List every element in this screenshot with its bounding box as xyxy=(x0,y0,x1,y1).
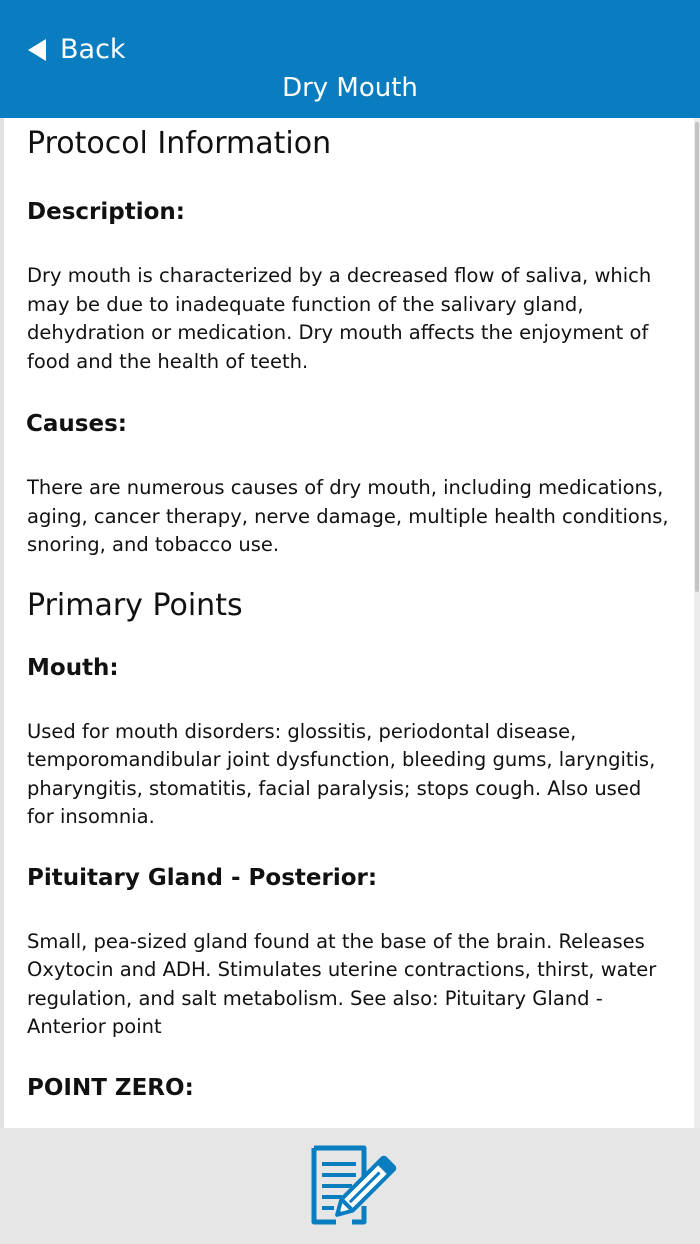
causes-text: There are numerous causes of dry mouth, including medications, aging, cancer therapy, nerve damage, multiple health conditions, snoring, and tobacco use. xyxy=(27,476,669,556)
point-text-pituitary-posterior: Small, pea-sized gland found at the base of the brain. Releases Oxytocin and ADH. Stimulates uterine contractions, thirst, water regulation, and salt metabolism. See also: Pituitary Gland - Anterior point xyxy=(27,929,657,1038)
back-label: Back xyxy=(60,34,126,65)
point-label-pituitary-posterior: Pituitary Gland - Posterior: xyxy=(27,864,378,891)
left-edge xyxy=(0,118,4,1128)
notes-edit-icon xyxy=(308,1144,392,1228)
point-text-mouth: Used for mouth disorders: glossitis, periodontal disease, temporomandibular joint dysfunction, bleeding gums, laryngitis, pharyngitis, stomatitis, facial paralysis; stops cough. Also used for insomnia. xyxy=(27,719,656,828)
bottom-toolbar xyxy=(0,1128,700,1244)
causes-label: Causes: xyxy=(26,411,127,437)
description-text: Dry mouth is characterized by a decreased flow of saliva, which may be due to inadequate function of the salivary gland, dehydration or medication. Dry mouth affects the enjoyment of food and the health of teeth. xyxy=(27,264,652,373)
protocol-info-heading: Protocol Information xyxy=(27,126,332,161)
notes-button[interactable] xyxy=(308,1144,392,1228)
point-label-point-zero: POINT ZERO: xyxy=(27,1074,194,1101)
primary-points-heading: Primary Points xyxy=(27,587,243,623)
scrollbar-thumb[interactable] xyxy=(695,122,699,592)
back-button[interactable] xyxy=(26,32,126,68)
protocol-content[interactable] xyxy=(0,118,700,1128)
back-arrow-icon xyxy=(26,37,48,63)
nav-header xyxy=(0,0,700,118)
point-label-mouth: Mouth: xyxy=(27,654,119,681)
page-title: Dry Mouth xyxy=(282,73,418,103)
description-label: Description: xyxy=(27,199,185,225)
